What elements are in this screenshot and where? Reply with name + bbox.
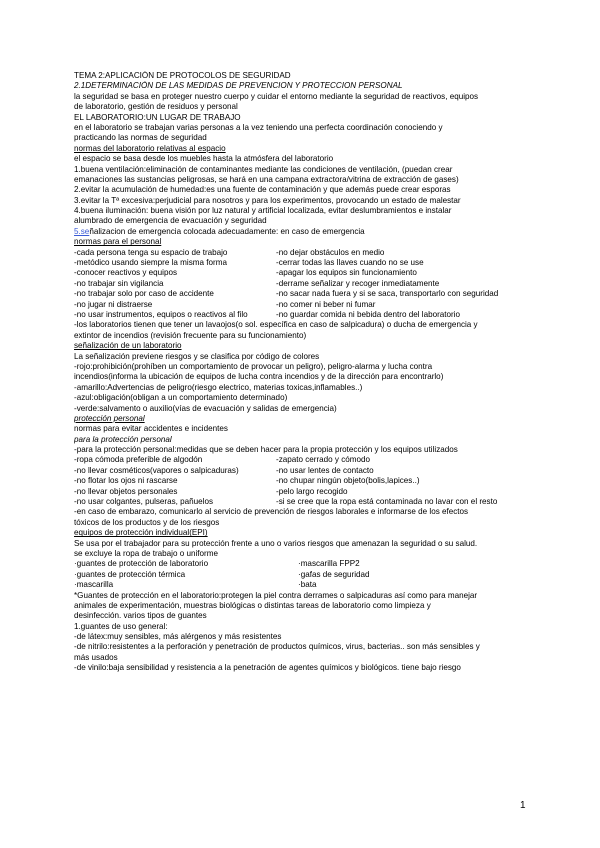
- rule-row: [74, 248, 534, 258]
- document-page: [74, 71, 534, 674]
- epi-left: ·mascarilla: [74, 580, 114, 590]
- rule-left: -ropa cómoda preferible de algodón: [74, 455, 203, 465]
- personal-rules: [74, 248, 534, 321]
- signal-line: -amarillo:Advertencias de peligro(riesgo electrico, materias toxicas,inflamables..): [74, 382, 363, 392]
- rule-right: -pelo largo recogido: [276, 486, 348, 496]
- space-line: 2.evitar la acumulación de humedad:es una fuente de contaminación y que además puede crear esporas: [74, 185, 451, 195]
- epi-row: [74, 580, 534, 590]
- gloves-line: desinfección. varios tipos de guantes: [74, 611, 207, 621]
- rule-right: -no sacar nada fuera y si se saca, transportarlo con seguridad: [276, 289, 499, 299]
- rule-row: [74, 300, 534, 310]
- signal-line: -rojo:prohibición(prohíben un comportamiento de provocar un peligro), peligro-alarma y lucha contra: [74, 361, 433, 371]
- rule-right: -derrame señalizar y recoger inmediatamente: [276, 278, 440, 288]
- gloves-section: [74, 591, 534, 674]
- protection-tail-line: -en caso de embarazo, comunicarlo al servicio de prevención de riesgos laborales e informarse de los efectos: [74, 507, 469, 517]
- intro-line: la seguridad se basa en proteger nuestro cuerpo y cuidar el entorno mediante la seguridad de reactivos, equipos: [74, 91, 479, 101]
- rule-left: -no usar instrumentos, equipos o reactivos al filo: [74, 309, 248, 319]
- rule-left: -conocer reactivos y equipos: [74, 268, 178, 278]
- rule-left: -no trabajar sin vigilancia: [74, 278, 164, 288]
- protection-tail-line: tóxicos de los productos y de los riesgos: [74, 517, 220, 527]
- protection-intro: normas para evitar accidentes e incidentes: [74, 424, 228, 434]
- rule-row: [74, 455, 534, 465]
- item5-text: ñalizacion de emergencia colocada adecuadamente: en caso de emergencia: [89, 226, 365, 236]
- intro-line: de laboratorio, gestión de residuos y personal: [74, 102, 238, 112]
- rule-row: [74, 476, 534, 486]
- space-line: 1.buena ventilación:eliminación de contaminantes mediante las condiciones de ventilación, (puedan crear: [74, 164, 453, 174]
- item5-link[interactable]: 5.se: [74, 226, 90, 236]
- rule-right: -no chupar ningún objeto(bolis,lapices..): [276, 476, 420, 486]
- rule-left: -no flotar los ojos ni rascarse: [74, 476, 178, 486]
- epi-list: [74, 559, 534, 590]
- lab-line: practicando las normas de seguridad: [74, 133, 207, 143]
- rule-right: -si se cree que la ropa está contaminada no lavar con el resto: [276, 497, 498, 507]
- personal-heading: normas para el personal: [74, 237, 162, 247]
- rule-right: -no usar lentes de contacto: [276, 465, 374, 475]
- rule-row: [74, 487, 534, 497]
- doc-subtitle: 2.1DETERMINACIÓN DE LAS MEDIDAS DE PREVENCION Y PROTECCION PERSONAL: [74, 81, 403, 91]
- gloves-line: animales de experimentación, muestras biológicas o distintas tareas de laboratorio como limpieza y: [74, 600, 431, 610]
- rule-left: -cada persona tenga su espacio de trabajo: [74, 247, 228, 257]
- signal-list: [74, 352, 534, 414]
- epi-heading: equipos de protección individual(EPI): [74, 528, 208, 538]
- rule-left: -no usar colgantes, pulseras, pañuelos: [74, 497, 214, 507]
- rule-row: [74, 310, 534, 320]
- signal-line: -verde:salvamento o auxilio(vías de evacuación y salidas de emergencia): [74, 403, 337, 413]
- lab-paragraph: [74, 123, 534, 144]
- rule-right: -no comer ni beber ni fumar: [276, 299, 376, 309]
- gloves-line: 1.guantes de uso general:: [74, 621, 168, 631]
- rule-row: [74, 258, 534, 268]
- signal-heading: señalización de un laboratorio: [74, 341, 182, 351]
- rule-left: -no jugar ni distraerse: [74, 299, 153, 309]
- protection-subheading: para la protección personal: [74, 434, 172, 444]
- space-item-5: [74, 227, 534, 237]
- rule-row: [74, 268, 534, 278]
- gloves-line: -de látex:muy sensibles, más alérgenos y más resistentes: [74, 632, 282, 642]
- space-line: 3.evitar la Tª excesiva:perjudicial para nosotros y para los experimentos, provocando un estado de malestar: [74, 195, 461, 205]
- rule-left: -metódico usando siempre la misma forma: [74, 258, 227, 268]
- space-line: emanaciones las sustancias peligrosas, se hará en una campana extractora/vitrina de extracción de gases): [74, 174, 459, 184]
- protection-first-line: -para la protección personal:medidas que se deben hacer para la propia protección y los equipos utilizados: [74, 445, 458, 455]
- epi-row: [74, 570, 534, 580]
- epi-left: ·guantes de protección térmica: [74, 569, 186, 579]
- lab-heading: EL LABORATORIO:UN LUGAR DE TRABAJO: [74, 112, 241, 122]
- rule-right: -no dejar obstáculos en medio: [276, 247, 385, 257]
- page-number: 1: [520, 800, 526, 811]
- gloves-line: -de nitrilo:resistentes a la perforación y penetración de productos químicos, virus, bacterias.. son más sensibles y: [74, 642, 480, 652]
- epi-intro-line: se excluye la ropa de trabajo o uniforme: [74, 548, 218, 558]
- rule-right: -cerrar todas las llaves cuando no se use: [276, 258, 424, 268]
- space-line: 4.buena iluminación: buena visión por luz natural y artificial localizada, evitar deslumbramientos e instalar: [74, 206, 452, 216]
- epi-intro-line: Se usa por el trabajador para su protección frente a uno o varios riesgos que amenazan la seguridad o su salud.: [74, 538, 478, 548]
- epi-right: ·bata: [298, 580, 317, 590]
- signal-line: -azul:obligación(obligan a un comportamiento determinado): [74, 393, 288, 403]
- rule-left: -no llevar cosméticos(vapores o salpicaduras): [74, 465, 239, 475]
- space-line: alumbrado de emergencia de evacuación y seguridad: [74, 216, 267, 226]
- epi-right: ·mascarilla FPP2: [298, 559, 360, 569]
- rule-row: [74, 497, 534, 507]
- epi-right: ·gafas de seguridad: [298, 569, 370, 579]
- rule-row: [74, 466, 534, 476]
- doc-title: TEMA 2:APLICACIÓN DE PROTOCOLOS DE SEGURIDAD: [74, 71, 291, 80]
- protection-rules: [74, 455, 534, 507]
- space-heading: normas del laboratorio relativas al espacio: [74, 143, 226, 153]
- signal-line: incendios(informa la ubicación de equipos de lucha contra incendios y de la dirección para encontrarlo): [74, 372, 444, 382]
- protection-heading: protección personal: [74, 413, 145, 423]
- gloves-line: *Guantes de protección en el laboratorio:protegen la piel contra derrames o salpicaduras así como para manejar: [74, 590, 478, 600]
- epi-row: [74, 559, 534, 569]
- intro-paragraph: [74, 92, 534, 113]
- rule-left: -no trabajar solo por caso de accidente: [74, 289, 214, 299]
- epi-left: ·guantes de protección de laboratorio: [74, 559, 209, 569]
- space-line: el espacio se basa desde los muebles hasta la atmósfera del laboratorio: [74, 154, 334, 164]
- lab-line: en el laboratorio se trabajan varias personas a la vez teniendo una perfecta coordinación conociendo y: [74, 122, 443, 132]
- personal-tail-line: -los laboratorios tienen que tener un lavaojos(o sol. específica en caso de salpicadura) o ducha de emergencia y: [74, 320, 478, 330]
- rule-row: [74, 279, 534, 289]
- rule-row: [74, 289, 534, 299]
- gloves-line: más usados: [74, 652, 118, 662]
- rule-left: -no llevar objetos personales: [74, 486, 178, 496]
- gloves-line: -de vinilo:baja sensibilidad y resistencia a la penetración de agentes químicos y biológicos. tiene bajo riesgo: [74, 663, 461, 673]
- rule-right: -no guardar comida ni bebida dentro del laboratorio: [276, 309, 461, 319]
- space-list: [74, 154, 534, 227]
- signal-line: La señalización previene riesgos y se clasifica por código de colores: [74, 351, 320, 361]
- rule-right: -apagar los equipos sin funcionamiento: [276, 268, 417, 278]
- personal-tail-line: extintor de incendios (revisión frecuente para su funcionamiento): [74, 330, 307, 340]
- rule-right: -zapato cerrado y cómodo: [276, 455, 371, 465]
